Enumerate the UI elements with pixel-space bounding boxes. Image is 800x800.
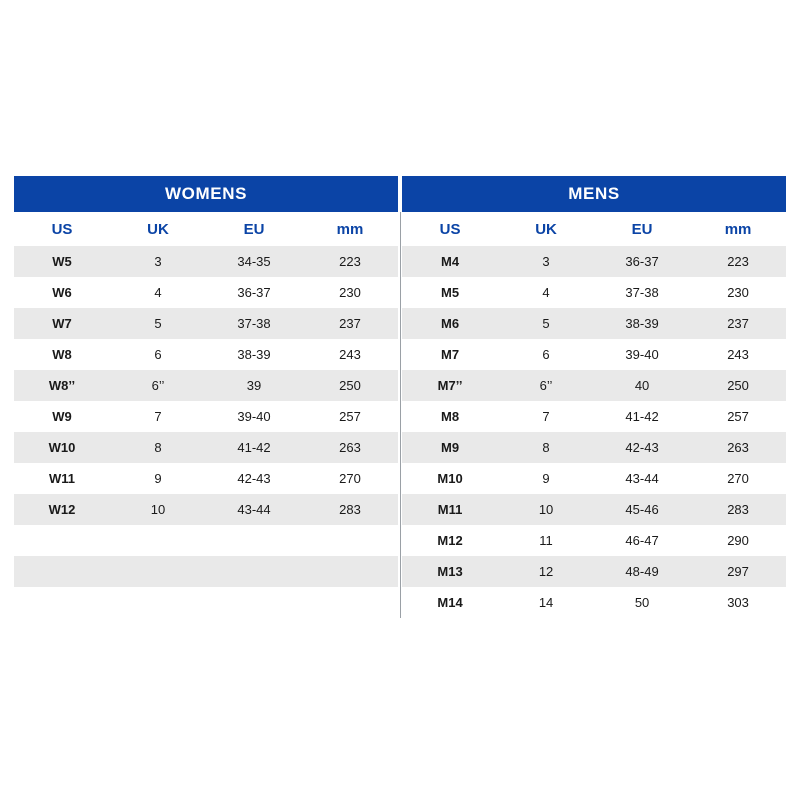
size-chart <box>14 176 786 618</box>
cell-womens-us: W12 <box>14 494 110 525</box>
cell-womens-us: W5 <box>14 246 110 277</box>
cell-mens-eu: 40 <box>594 370 690 401</box>
cell-womens-uk <box>110 587 206 618</box>
cell-womens-eu: 38-39 <box>206 339 302 370</box>
cell-womens-eu <box>206 525 302 556</box>
table-row <box>14 432 786 463</box>
cell-mens-mm: 263 <box>690 432 786 463</box>
womens-col-us: US <box>14 212 110 246</box>
cell-womens-us: W9 <box>14 401 110 432</box>
cell-mens-eu: 38-39 <box>594 308 690 339</box>
cell-womens-mm: 257 <box>302 401 398 432</box>
cell-mens-uk: 6’’ <box>498 370 594 401</box>
cell-womens-us: W7 <box>14 308 110 339</box>
cell-womens-us: W6 <box>14 277 110 308</box>
section-header-row <box>14 176 786 212</box>
cell-mens-us: M5 <box>402 277 498 308</box>
cell-mens-eu: 37-38 <box>594 277 690 308</box>
cell-womens-mm <box>302 556 398 587</box>
cell-mens-mm: 297 <box>690 556 786 587</box>
cell-mens-eu: 43-44 <box>594 463 690 494</box>
cell-womens-eu: 39-40 <box>206 401 302 432</box>
cell-womens-mm: 243 <box>302 339 398 370</box>
cell-mens-mm: 243 <box>690 339 786 370</box>
cell-womens-us: W8’’ <box>14 370 110 401</box>
table-row <box>14 401 786 432</box>
cell-womens-us: W11 <box>14 463 110 494</box>
cell-womens-eu: 37-38 <box>206 308 302 339</box>
cell-mens-eu: 36-37 <box>594 246 690 277</box>
cell-womens-uk: 7 <box>110 401 206 432</box>
cell-mens-us: M14 <box>402 587 498 618</box>
cell-mens-us: M12 <box>402 525 498 556</box>
cell-mens-uk: 3 <box>498 246 594 277</box>
table-row <box>14 370 786 401</box>
cell-womens-uk: 6 <box>110 339 206 370</box>
womens-col-uk: UK <box>110 212 206 246</box>
mens-col-uk: UK <box>498 212 594 246</box>
cell-womens-eu <box>206 587 302 618</box>
cell-womens-eu: 34-35 <box>206 246 302 277</box>
cell-mens-eu: 41-42 <box>594 401 690 432</box>
table-row <box>14 246 786 277</box>
cell-womens-mm <box>302 525 398 556</box>
cell-womens-mm: 237 <box>302 308 398 339</box>
cell-mens-mm: 283 <box>690 494 786 525</box>
table-row <box>14 277 786 308</box>
cell-womens-uk: 10 <box>110 494 206 525</box>
cell-mens-eu: 42-43 <box>594 432 690 463</box>
cell-mens-uk: 4 <box>498 277 594 308</box>
cell-mens-uk: 10 <box>498 494 594 525</box>
cell-womens-eu: 41-42 <box>206 432 302 463</box>
cell-mens-mm: 237 <box>690 308 786 339</box>
cell-mens-eu: 48-49 <box>594 556 690 587</box>
cell-womens-mm <box>302 587 398 618</box>
cell-mens-uk: 6 <box>498 339 594 370</box>
cell-mens-mm: 270 <box>690 463 786 494</box>
cell-womens-uk: 5 <box>110 308 206 339</box>
cell-mens-mm: 257 <box>690 401 786 432</box>
size-conversion-table <box>14 176 786 618</box>
cell-mens-uk: 11 <box>498 525 594 556</box>
cell-mens-eu: 45-46 <box>594 494 690 525</box>
womens-col-eu: EU <box>206 212 302 246</box>
table-row <box>14 339 786 370</box>
cell-womens-mm: 283 <box>302 494 398 525</box>
cell-womens-eu <box>206 556 302 587</box>
cell-mens-eu: 46-47 <box>594 525 690 556</box>
cell-mens-us: M9 <box>402 432 498 463</box>
cell-mens-us: M10 <box>402 463 498 494</box>
column-header-row <box>14 212 786 246</box>
cell-womens-mm: 263 <box>302 432 398 463</box>
cell-mens-us: M13 <box>402 556 498 587</box>
cell-mens-eu: 39-40 <box>594 339 690 370</box>
cell-womens-us: W10 <box>14 432 110 463</box>
cell-mens-us: M7 <box>402 339 498 370</box>
cell-womens-us <box>14 525 110 556</box>
cell-mens-mm: 290 <box>690 525 786 556</box>
womens-section-title: WOMENS <box>14 176 398 212</box>
cell-womens-uk: 4 <box>110 277 206 308</box>
cell-womens-eu: 39 <box>206 370 302 401</box>
mens-col-mm: mm <box>690 212 786 246</box>
cell-womens-uk <box>110 525 206 556</box>
cell-mens-us: M6 <box>402 308 498 339</box>
cell-womens-us <box>14 556 110 587</box>
cell-mens-us: M4 <box>402 246 498 277</box>
cell-mens-uk: 5 <box>498 308 594 339</box>
cell-womens-us <box>14 587 110 618</box>
cell-womens-uk: 6’’ <box>110 370 206 401</box>
cell-mens-us: M7’’ <box>402 370 498 401</box>
cell-mens-uk: 7 <box>498 401 594 432</box>
cell-mens-uk: 9 <box>498 463 594 494</box>
cell-womens-eu: 36-37 <box>206 277 302 308</box>
cell-mens-uk: 12 <box>498 556 594 587</box>
table-row <box>14 525 786 556</box>
cell-womens-uk: 9 <box>110 463 206 494</box>
cell-womens-uk <box>110 556 206 587</box>
table-row <box>14 556 786 587</box>
cell-womens-eu: 42-43 <box>206 463 302 494</box>
cell-mens-mm: 250 <box>690 370 786 401</box>
mens-section-title: MENS <box>402 176 786 212</box>
cell-mens-mm: 230 <box>690 277 786 308</box>
table-row <box>14 587 786 618</box>
cell-mens-uk: 8 <box>498 432 594 463</box>
cell-womens-mm: 250 <box>302 370 398 401</box>
cell-mens-uk: 14 <box>498 587 594 618</box>
womens-col-mm: mm <box>302 212 398 246</box>
cell-womens-mm: 270 <box>302 463 398 494</box>
cell-mens-eu: 50 <box>594 587 690 618</box>
cell-womens-uk: 8 <box>110 432 206 463</box>
mens-col-eu: EU <box>594 212 690 246</box>
cell-womens-mm: 230 <box>302 277 398 308</box>
mens-col-us: US <box>402 212 498 246</box>
cell-mens-mm: 303 <box>690 587 786 618</box>
cell-womens-uk: 3 <box>110 246 206 277</box>
table-row <box>14 494 786 525</box>
table-row <box>14 463 786 494</box>
table-row <box>14 308 786 339</box>
cell-mens-us: M11 <box>402 494 498 525</box>
cell-mens-mm: 223 <box>690 246 786 277</box>
cell-womens-eu: 43-44 <box>206 494 302 525</box>
cell-womens-us: W8 <box>14 339 110 370</box>
cell-mens-us: M8 <box>402 401 498 432</box>
cell-womens-mm: 223 <box>302 246 398 277</box>
